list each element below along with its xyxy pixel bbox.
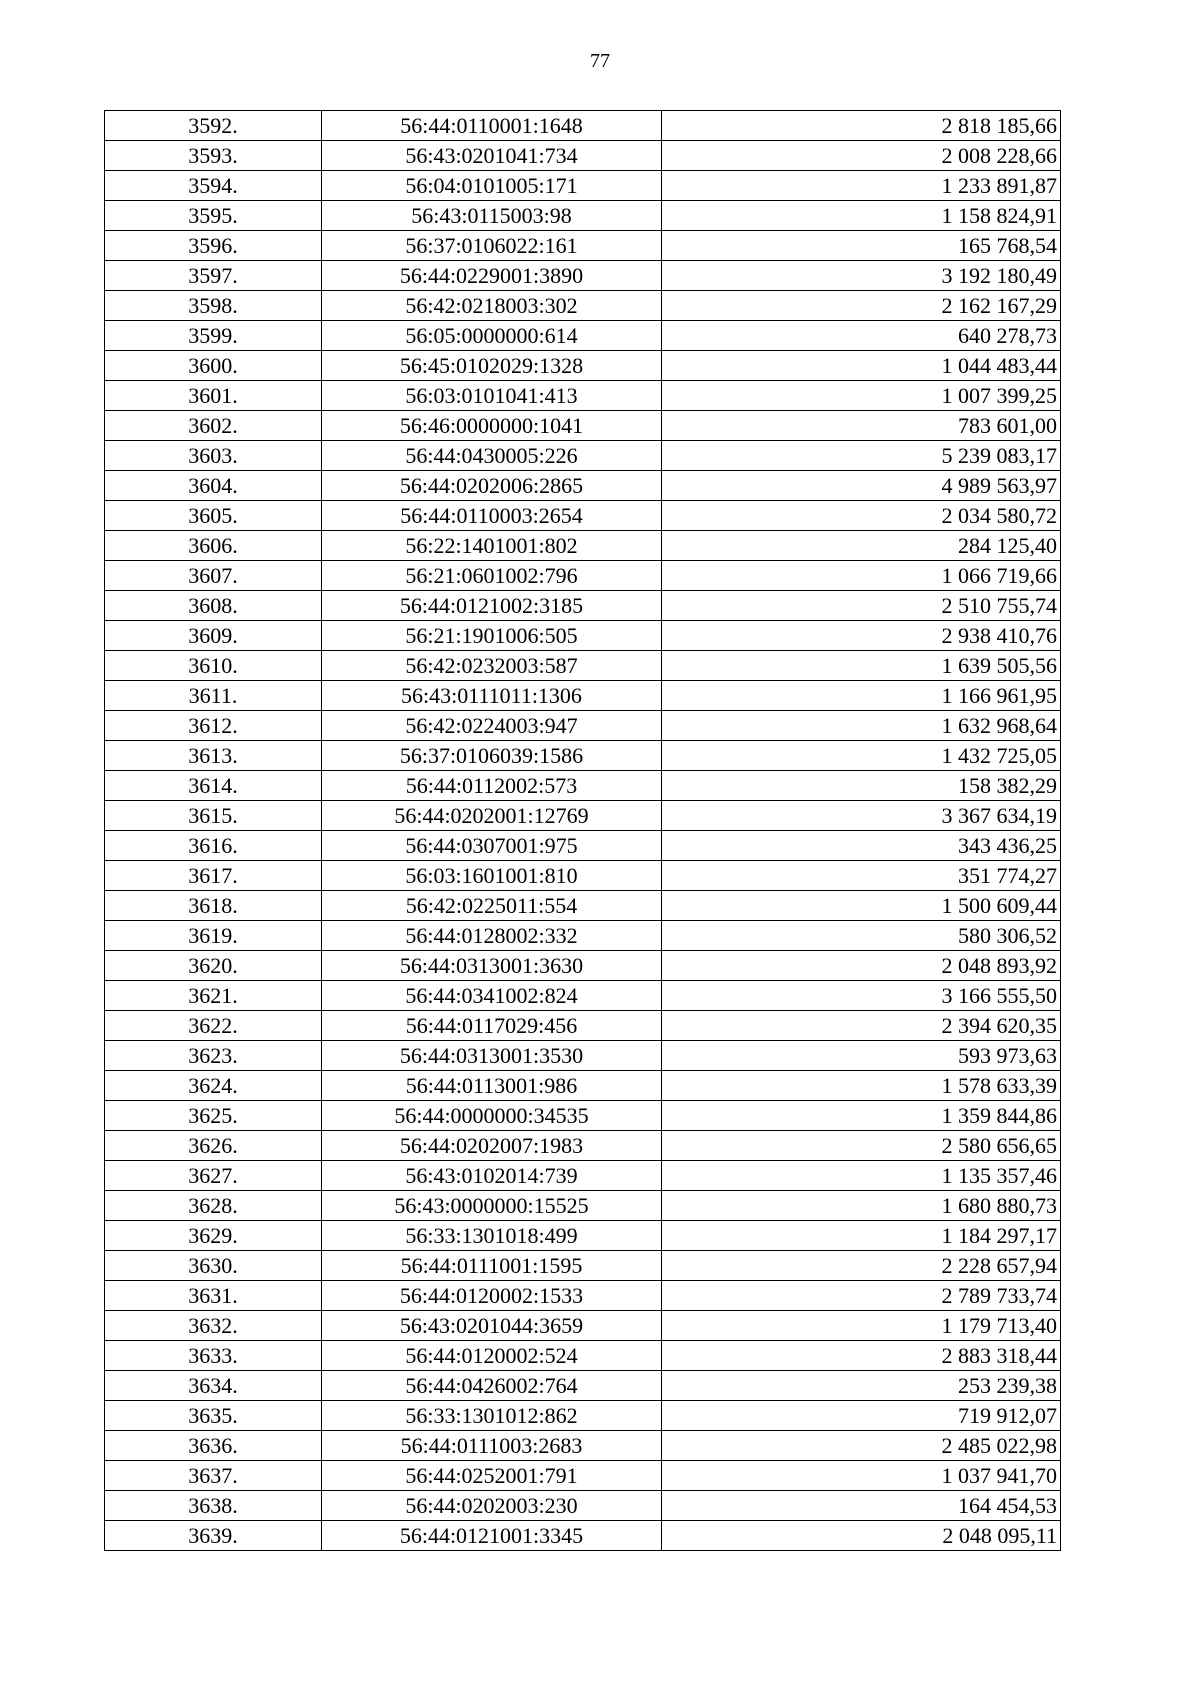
cadastral-number-cell: 56:44:0121001:3345: [322, 1521, 662, 1551]
cadastral-value-cell: 4 989 563,97: [662, 471, 1061, 501]
row-number-cell: 3604.: [105, 471, 322, 501]
cadastral-number-cell: 56:43:0201044:3659: [322, 1311, 662, 1341]
cadastral-value-cell: 2 510 755,74: [662, 591, 1061, 621]
cadastral-number-cell: 56:42:0232003:587: [322, 651, 662, 681]
row-number-cell: 3619.: [105, 921, 322, 951]
table-row: [105, 831, 1061, 861]
table-row: [105, 801, 1061, 831]
cadastral-number-cell: 56:42:0224003:947: [322, 711, 662, 741]
table-row: [105, 381, 1061, 411]
row-number-cell: 3634.: [105, 1371, 322, 1401]
cadastral-number-cell: 56:44:0111001:1595: [322, 1251, 662, 1281]
row-number-cell: 3622.: [105, 1011, 322, 1041]
cadastral-number-cell: 56:44:0341002:824: [322, 981, 662, 1011]
cadastral-number-cell: 56:44:0307001:975: [322, 831, 662, 861]
cadastral-value-cell: 2 162 167,29: [662, 291, 1061, 321]
cadastral-number-cell: 56:44:0252001:791: [322, 1461, 662, 1491]
row-number-cell: 3612.: [105, 711, 322, 741]
table-row: [105, 741, 1061, 771]
cadastral-number-cell: 56:33:1301018:499: [322, 1221, 662, 1251]
cadastral-number-cell: 56:44:0110003:2654: [322, 501, 662, 531]
cadastral-number-cell: 56:33:1301012:862: [322, 1401, 662, 1431]
table-row: [105, 921, 1061, 951]
cadastral-number-cell: 56:43:0111011:1306: [322, 681, 662, 711]
row-number-cell: 3627.: [105, 1161, 322, 1191]
cadastral-value-cell: 719 912,07: [662, 1401, 1061, 1431]
cadastral-value-cell: 2 580 656,65: [662, 1131, 1061, 1161]
row-number-cell: 3608.: [105, 591, 322, 621]
cadastral-value-cell: 3 367 634,19: [662, 801, 1061, 831]
cadastral-value-cell: 351 774,27: [662, 861, 1061, 891]
row-number-cell: 3605.: [105, 501, 322, 531]
cadastral-value-cell: 2 789 733,74: [662, 1281, 1061, 1311]
cadastral-number-cell: 56:44:0202001:12769: [322, 801, 662, 831]
row-number-cell: 3638.: [105, 1491, 322, 1521]
cadastral-value-cell: 1 158 824,91: [662, 201, 1061, 231]
cadastral-value-cell: 1 037 941,70: [662, 1461, 1061, 1491]
cadastral-number-cell: 56:43:0000000:15525: [322, 1191, 662, 1221]
cadastral-number-cell: 56:44:0000000:34535: [322, 1101, 662, 1131]
row-number-cell: 3633.: [105, 1341, 322, 1371]
cadastral-value-cell: 3 192 180,49: [662, 261, 1061, 291]
row-number-cell: 3610.: [105, 651, 322, 681]
cadastral-number-cell: 56:44:0313001:3630: [322, 951, 662, 981]
cadastral-number-cell: 56:43:0102014:739: [322, 1161, 662, 1191]
row-number-cell: 3596.: [105, 231, 322, 261]
table-row: [105, 411, 1061, 441]
cadastral-number-cell: 56:44:0202003:230: [322, 1491, 662, 1521]
cadastral-value-cell: 165 768,54: [662, 231, 1061, 261]
table-row: [105, 981, 1061, 1011]
table-row: [105, 861, 1061, 891]
table-row: [105, 1131, 1061, 1161]
row-number-cell: 3602.: [105, 411, 322, 441]
row-number-cell: 3613.: [105, 741, 322, 771]
row-number-cell: 3595.: [105, 201, 322, 231]
table-row: [105, 591, 1061, 621]
cadastral-number-cell: 56:44:0229001:3890: [322, 261, 662, 291]
row-number-cell: 3618.: [105, 891, 322, 921]
cadastral-value-cell: 1 578 633,39: [662, 1071, 1061, 1101]
cadastral-value-cell: 1 166 961,95: [662, 681, 1061, 711]
page-number: 77: [590, 50, 610, 72]
table-row: [105, 1341, 1061, 1371]
cadastral-value-cell: 593 973,63: [662, 1041, 1061, 1071]
cadastral-number-cell: 56:44:0202007:1983: [322, 1131, 662, 1161]
row-number-cell: 3630.: [105, 1251, 322, 1281]
cadastral-value-cell: 253 239,38: [662, 1371, 1061, 1401]
cadastral-number-cell: 56:44:0426002:764: [322, 1371, 662, 1401]
cadastral-number-cell: 56:44:0120002:1533: [322, 1281, 662, 1311]
cadastral-value-cell: 158 382,29: [662, 771, 1061, 801]
cadastral-number-cell: 56:37:0106022:161: [322, 231, 662, 261]
cadastral-value-cell: 1 044 483,44: [662, 351, 1061, 381]
table-row: [105, 561, 1061, 591]
row-number-cell: 3617.: [105, 861, 322, 891]
table-row: [105, 261, 1061, 291]
row-number-cell: 3606.: [105, 531, 322, 561]
table-row: [105, 771, 1061, 801]
row-number-cell: 3601.: [105, 381, 322, 411]
table-row: [105, 1191, 1061, 1221]
table-row: [105, 1071, 1061, 1101]
cadastral-number-cell: 56:03:1601001:810: [322, 861, 662, 891]
table-row: [105, 651, 1061, 681]
row-number-cell: 3626.: [105, 1131, 322, 1161]
table-row: [105, 1311, 1061, 1341]
table-row: [105, 501, 1061, 531]
cadastral-value-cell: 164 454,53: [662, 1491, 1061, 1521]
cadastral-number-cell: 56:43:0115003:98: [322, 201, 662, 231]
cadastral-number-cell: 56:21:1901006:505: [322, 621, 662, 651]
row-number-cell: 3615.: [105, 801, 322, 831]
row-number-cell: 3609.: [105, 621, 322, 651]
cadastral-number-cell: 56:44:0112002:573: [322, 771, 662, 801]
cadastral-number-cell: 56:44:0128002:332: [322, 921, 662, 951]
table-row: [105, 231, 1061, 261]
table-row: [105, 621, 1061, 651]
table-row: [105, 1161, 1061, 1191]
cadastral-number-cell: 56:42:0225011:554: [322, 891, 662, 921]
cadastral-number-cell: 56:05:0000000:614: [322, 321, 662, 351]
row-number-cell: 3621.: [105, 981, 322, 1011]
cadastral-value-cell: 284 125,40: [662, 531, 1061, 561]
table-row: [105, 171, 1061, 201]
row-number-cell: 3637.: [105, 1461, 322, 1491]
table-row: [105, 711, 1061, 741]
cadastral-value-cell: 1 359 844,86: [662, 1101, 1061, 1131]
table-row: [105, 1521, 1061, 1551]
row-number-cell: 3599.: [105, 321, 322, 351]
cadastral-value-cell: 1 179 713,40: [662, 1311, 1061, 1341]
row-number-cell: 3631.: [105, 1281, 322, 1311]
cadastral-value-cell: 2 048 893,92: [662, 951, 1061, 981]
cadastral-number-cell: 56:43:0201041:734: [322, 141, 662, 171]
cadastral-number-cell: 56:44:0121002:3185: [322, 591, 662, 621]
cadastral-number-cell: 56:44:0117029:456: [322, 1011, 662, 1041]
cadastral-value-cell: 2 228 657,94: [662, 1251, 1061, 1281]
cadastral-number-cell: 56:22:1401001:802: [322, 531, 662, 561]
table-row: [105, 1041, 1061, 1071]
row-number-cell: 3592.: [105, 111, 322, 141]
row-number-cell: 3614.: [105, 771, 322, 801]
cadastral-value-cell: 783 601,00: [662, 411, 1061, 441]
row-number-cell: 3623.: [105, 1041, 322, 1071]
table-row: [105, 111, 1061, 141]
row-number-cell: 3635.: [105, 1401, 322, 1431]
cadastral-value-table: [104, 110, 1061, 1551]
cadastral-value-cell: 3 166 555,50: [662, 981, 1061, 1011]
table-row: [105, 951, 1061, 981]
table-row: [105, 891, 1061, 921]
cadastral-number-cell: 56:03:0101041:413: [322, 381, 662, 411]
cadastral-value-cell: 1 007 399,25: [662, 381, 1061, 411]
row-number-cell: 3624.: [105, 1071, 322, 1101]
cadastral-number-cell: 56:44:0430005:226: [322, 441, 662, 471]
cadastral-value-cell: 1 632 968,64: [662, 711, 1061, 741]
cadastral-value-cell: 5 239 083,17: [662, 441, 1061, 471]
cadastral-number-cell: 56:46:0000000:1041: [322, 411, 662, 441]
table-row: [105, 321, 1061, 351]
row-number-cell: 3607.: [105, 561, 322, 591]
table-row: [105, 1281, 1061, 1311]
table-row: [105, 1401, 1061, 1431]
cadastral-value-cell: 2 818 185,66: [662, 111, 1061, 141]
table-row: [105, 471, 1061, 501]
cadastral-value-cell: 343 436,25: [662, 831, 1061, 861]
row-number-cell: 3629.: [105, 1221, 322, 1251]
row-number-cell: 3620.: [105, 951, 322, 981]
table-row: [105, 531, 1061, 561]
table-row: [105, 681, 1061, 711]
row-number-cell: 3639.: [105, 1521, 322, 1551]
cadastral-value-cell: 2 008 228,66: [662, 141, 1061, 171]
cadastral-value-cell: 640 278,73: [662, 321, 1061, 351]
cadastral-value-cell: 1 500 609,44: [662, 891, 1061, 921]
cadastral-value-cell: 2 048 095,11: [662, 1521, 1061, 1551]
table-row: [105, 1431, 1061, 1461]
table-row: [105, 1461, 1061, 1491]
cadastral-number-cell: 56:21:0601002:796: [322, 561, 662, 591]
cadastral-value-cell: 1 184 297,17: [662, 1221, 1061, 1251]
cadastral-value-cell: 2 883 318,44: [662, 1341, 1061, 1371]
cadastral-number-cell: 56:04:0101005:171: [322, 171, 662, 201]
row-number-cell: 3600.: [105, 351, 322, 381]
table-row: [105, 1371, 1061, 1401]
cadastral-number-cell: 56:44:0120002:524: [322, 1341, 662, 1371]
cadastral-value-cell: 1 233 891,87: [662, 171, 1061, 201]
table-body: [105, 111, 1061, 1551]
cadastral-value-cell: 2 034 580,72: [662, 501, 1061, 531]
row-number-cell: 3597.: [105, 261, 322, 291]
row-number-cell: 3594.: [105, 171, 322, 201]
cadastral-number-cell: 56:44:0110001:1648: [322, 111, 662, 141]
cadastral-value-cell: 1 432 725,05: [662, 741, 1061, 771]
cadastral-value-cell: 2 394 620,35: [662, 1011, 1061, 1041]
cadastral-value-cell: 2 485 022,98: [662, 1431, 1061, 1461]
cadastral-value-cell: 1 066 719,66: [662, 561, 1061, 591]
cadastral-number-cell: 56:44:0202006:2865: [322, 471, 662, 501]
cadastral-value-cell: 2 938 410,76: [662, 621, 1061, 651]
cadastral-value-cell: 580 306,52: [662, 921, 1061, 951]
table-row: [105, 1251, 1061, 1281]
cadastral-number-cell: 56:44:0313001:3530: [322, 1041, 662, 1071]
table-row: [105, 1221, 1061, 1251]
cadastral-value-cell: 1 135 357,46: [662, 1161, 1061, 1191]
table-row: [105, 1101, 1061, 1131]
table-row: [105, 441, 1061, 471]
cadastral-number-cell: 56:44:0113001:986: [322, 1071, 662, 1101]
cadastral-value-cell: 1 680 880,73: [662, 1191, 1061, 1221]
cadastral-number-cell: 56:45:0102029:1328: [322, 351, 662, 381]
row-number-cell: 3603.: [105, 441, 322, 471]
table-row: [105, 201, 1061, 231]
table-row: [105, 141, 1061, 171]
table-row: [105, 351, 1061, 381]
table-row: [105, 1011, 1061, 1041]
row-number-cell: 3628.: [105, 1191, 322, 1221]
row-number-cell: 3611.: [105, 681, 322, 711]
row-number-cell: 3598.: [105, 291, 322, 321]
cadastral-number-cell: 56:44:0111003:2683: [322, 1431, 662, 1461]
row-number-cell: 3636.: [105, 1431, 322, 1461]
row-number-cell: 3625.: [105, 1101, 322, 1131]
cadastral-value-cell: 1 639 505,56: [662, 651, 1061, 681]
cadastral-number-cell: 56:42:0218003:302: [322, 291, 662, 321]
table-row: [105, 1491, 1061, 1521]
row-number-cell: 3593.: [105, 141, 322, 171]
row-number-cell: 3632.: [105, 1311, 322, 1341]
table-row: [105, 291, 1061, 321]
cadastral-number-cell: 56:37:0106039:1586: [322, 741, 662, 771]
row-number-cell: 3616.: [105, 831, 322, 861]
